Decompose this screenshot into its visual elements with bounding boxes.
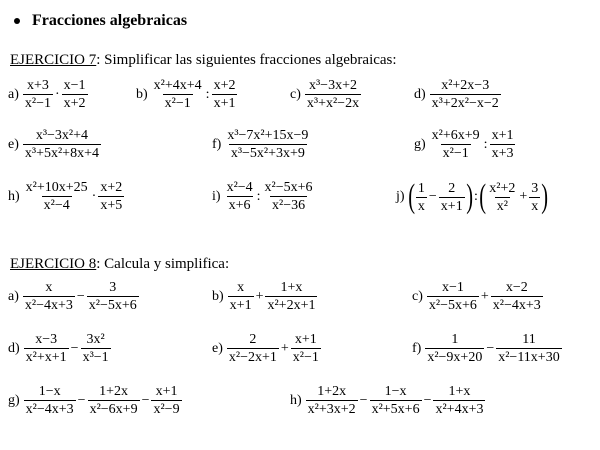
exercise-item <box>8 280 140 313</box>
fraction <box>430 128 482 161</box>
exercise-letter: j) <box>396 189 405 204</box>
fraction-numerator: x−2 <box>505 280 528 295</box>
operator: − <box>76 288 85 304</box>
fraction <box>305 78 361 111</box>
fraction-denominator: x <box>417 198 425 214</box>
exercise-letter: g) <box>414 136 426 152</box>
fraction <box>490 128 516 161</box>
operator: − <box>359 392 368 408</box>
fraction-numerator: x³−3x²+4 <box>35 128 89 143</box>
exercise-item <box>8 384 183 417</box>
fraction-numerator: x+1 <box>294 332 317 347</box>
fraction-denominator: x³−1 <box>82 350 109 365</box>
exercise-item <box>414 78 502 111</box>
exercise-letter: d) <box>414 86 426 102</box>
paren-close: ) <box>465 178 473 215</box>
operator: : <box>483 136 488 152</box>
fraction-denominator: x²−4x+3 <box>25 402 74 417</box>
exercise-letter: e) <box>212 340 223 356</box>
fraction <box>425 332 484 365</box>
operator: + <box>480 288 489 304</box>
fraction <box>430 78 501 111</box>
fraction-numerator: x+1 <box>491 128 514 143</box>
operator: · <box>54 86 60 102</box>
fraction <box>24 384 76 417</box>
fraction <box>152 78 204 111</box>
fraction <box>529 181 540 214</box>
fraction-numerator: x−1 <box>63 78 86 93</box>
fraction-numerator: x+3 <box>26 78 49 93</box>
fraction <box>228 280 254 313</box>
operator: − <box>428 189 437 204</box>
fraction-denominator: x <box>531 198 539 214</box>
fraction-denominator: x+3 <box>491 146 514 161</box>
fraction-numerator: x²+2x−3 <box>441 78 490 93</box>
fraction <box>24 180 90 213</box>
fraction-numerator: 3x² <box>86 332 105 347</box>
fraction-numerator: x²+4x+4 <box>153 78 202 93</box>
fraction-denominator: x³+5x²+8x+4 <box>24 146 99 161</box>
fraction <box>23 78 53 111</box>
fraction-denominator: x+2 <box>63 96 86 111</box>
exercise-letter: c) <box>412 288 423 304</box>
paren-open: ( <box>479 178 486 215</box>
fraction <box>98 180 124 213</box>
fraction-numerator: 2 <box>448 180 456 196</box>
fraction-numerator: x²−5x+6 <box>264 180 313 195</box>
fraction-denominator: x²−5x+6 <box>428 298 477 313</box>
exercise-item <box>396 180 549 214</box>
fraction <box>225 180 255 213</box>
fraction <box>433 384 485 417</box>
fraction-numerator: x+1 <box>155 384 178 399</box>
exercise-item <box>136 78 238 111</box>
exercise-item <box>412 280 544 313</box>
fraction-numerator: x²+6x+9 <box>431 128 480 143</box>
fraction-denominator: x²−6x+9 <box>89 402 138 417</box>
fraction-numerator: x²+10x+25 <box>25 180 88 195</box>
fraction-denominator: x+1 <box>440 198 463 214</box>
fraction-denominator: x³+2x²−x−2 <box>431 96 499 111</box>
section-label: EJERCICIO 7 <box>10 52 97 68</box>
fraction-denominator: x²−2x+1 <box>228 350 277 365</box>
fraction-numerator: 1+2x <box>99 384 129 399</box>
exercise-letter: a) <box>8 86 19 102</box>
fraction <box>263 180 315 213</box>
fraction <box>487 181 517 214</box>
section-instruction: : Calcula y simplifica: <box>96 256 230 272</box>
fraction-denominator: x²+4x+3 <box>435 402 484 417</box>
exercise-item <box>212 128 311 161</box>
fraction-numerator: x+2 <box>213 78 236 93</box>
exercise-item <box>8 332 112 365</box>
fraction-numerator: 1 <box>417 180 425 196</box>
fraction <box>81 332 111 365</box>
paren-close: ) <box>541 178 549 215</box>
fraction-denominator: x²−9 <box>153 402 180 417</box>
fraction-denominator: x²−11x+30 <box>498 350 560 365</box>
fraction-numerator: x+2 <box>100 180 123 195</box>
fraction-denominator: x²−1 <box>24 96 51 111</box>
operator: − <box>486 340 495 356</box>
operator: − <box>423 392 432 408</box>
exercise-item <box>8 180 125 213</box>
title-row <box>14 12 187 30</box>
exercise-letter: e) <box>8 136 19 152</box>
fraction-denominator: x²+3x+2 <box>307 402 356 417</box>
fraction-denominator: x³−5x²+3x+9 <box>230 146 305 161</box>
fraction-denominator: x+1 <box>229 298 252 313</box>
operator: + <box>255 288 264 304</box>
exercise-item <box>212 280 318 313</box>
fraction-denominator: x²+x+1 <box>25 350 67 365</box>
fraction-denominator: x³+x²−2x <box>306 96 360 111</box>
operator: − <box>77 392 86 408</box>
fraction <box>427 280 479 313</box>
fraction-denominator: x²+5x+6 <box>371 402 420 417</box>
exercise-letter: h) <box>8 188 20 204</box>
fraction-denominator: x²−5x+6 <box>88 298 137 313</box>
exercise-letter: a) <box>8 288 19 304</box>
exercise-letter: i) <box>212 188 221 204</box>
operator: + <box>519 189 528 204</box>
exercise-item <box>212 180 316 213</box>
fraction <box>370 384 422 417</box>
operator: · <box>91 188 97 204</box>
fraction-denominator: x²−4 <box>43 198 70 213</box>
exercise-item <box>290 384 486 417</box>
fraction <box>496 332 561 365</box>
fraction-denominator: x²+2x+1 <box>267 298 316 313</box>
fraction-denominator: x+1 <box>213 96 236 111</box>
fraction-numerator: x²+2 <box>489 180 516 196</box>
operator: − <box>141 392 150 408</box>
exercise-letter: d) <box>8 340 20 356</box>
fraction <box>227 332 279 365</box>
fraction-denominator: x²−1 <box>442 146 469 161</box>
fraction-numerator: 1−x <box>384 384 407 399</box>
exercise-item <box>8 128 102 161</box>
fraction <box>151 384 181 417</box>
exercise-letter: f) <box>412 340 422 356</box>
fraction-denominator: x²−1 <box>164 96 191 111</box>
operator: : <box>474 189 478 204</box>
fraction <box>87 280 139 313</box>
fraction-numerator: x <box>237 280 245 295</box>
fraction <box>212 78 238 111</box>
fraction-numerator: 1+x <box>448 384 471 399</box>
exercise-letter: f) <box>212 136 222 152</box>
fraction-numerator: 1+x <box>280 280 303 295</box>
operator: : <box>205 86 210 102</box>
fraction-numerator: x²−4 <box>226 180 253 195</box>
bullet-icon <box>14 18 20 24</box>
fraction-numerator: 1+2x <box>317 384 347 399</box>
exercise-letter: c) <box>290 86 301 102</box>
fraction-denominator: x²−1 <box>292 350 319 365</box>
fraction-denominator: x+5 <box>100 198 123 213</box>
fraction-denominator: x²−36 <box>272 198 306 213</box>
fraction-numerator: x−1 <box>441 280 464 295</box>
operator: + <box>280 340 289 356</box>
exercise-item <box>212 332 322 365</box>
paren-open: ( <box>407 178 415 215</box>
fraction <box>88 384 140 417</box>
section-heading-ej7 <box>10 52 397 69</box>
fraction-numerator: 3 <box>531 180 539 196</box>
fraction <box>291 332 321 365</box>
fraction-numerator: x−3 <box>35 332 58 347</box>
fraction-numerator: 3 <box>109 280 117 295</box>
exercise-letter: b) <box>136 86 148 102</box>
fraction-numerator: 2 <box>249 332 257 347</box>
fraction <box>306 384 358 417</box>
fraction <box>24 332 69 365</box>
fraction-numerator: 1−x <box>38 384 61 399</box>
fraction-denominator: x²−4x+3 <box>24 298 73 313</box>
fraction <box>23 128 101 161</box>
section-instruction: : Simplificar las siguientes fracciones algebraicas: <box>96 52 397 68</box>
fraction-denominator: x² <box>496 198 508 214</box>
operator: : <box>256 188 261 204</box>
exercise-letter: g) <box>8 392 20 408</box>
fraction-denominator: x+6 <box>228 198 251 213</box>
fraction-numerator: 11 <box>522 332 536 347</box>
fraction-denominator: x²−4x+3 <box>492 298 541 313</box>
fraction <box>265 280 317 313</box>
section-label: EJERCICIO 8 <box>10 256 97 272</box>
fraction-denominator: x²−9x+20 <box>427 350 483 365</box>
exercise-item <box>414 128 516 161</box>
operator: − <box>70 340 79 356</box>
fraction <box>439 181 465 214</box>
fraction-numerator: x <box>45 280 53 295</box>
exercise-item <box>290 78 362 111</box>
fraction <box>491 280 543 313</box>
exercise-item <box>412 332 563 365</box>
fraction-numerator: 1 <box>451 332 459 347</box>
fraction <box>23 280 75 313</box>
exercise-item <box>8 78 89 111</box>
exercise-letter: h) <box>290 392 302 408</box>
page-title: Fracciones algebraicas <box>32 12 188 29</box>
fraction <box>416 181 427 214</box>
exercise-letter: b) <box>212 288 224 304</box>
fraction <box>225 128 310 161</box>
fraction-numerator: x³−7x²+15x−9 <box>227 128 309 143</box>
fraction-numerator: x³−3x+2 <box>308 78 357 93</box>
section-heading-ej8 <box>10 256 229 273</box>
fraction <box>62 78 88 111</box>
